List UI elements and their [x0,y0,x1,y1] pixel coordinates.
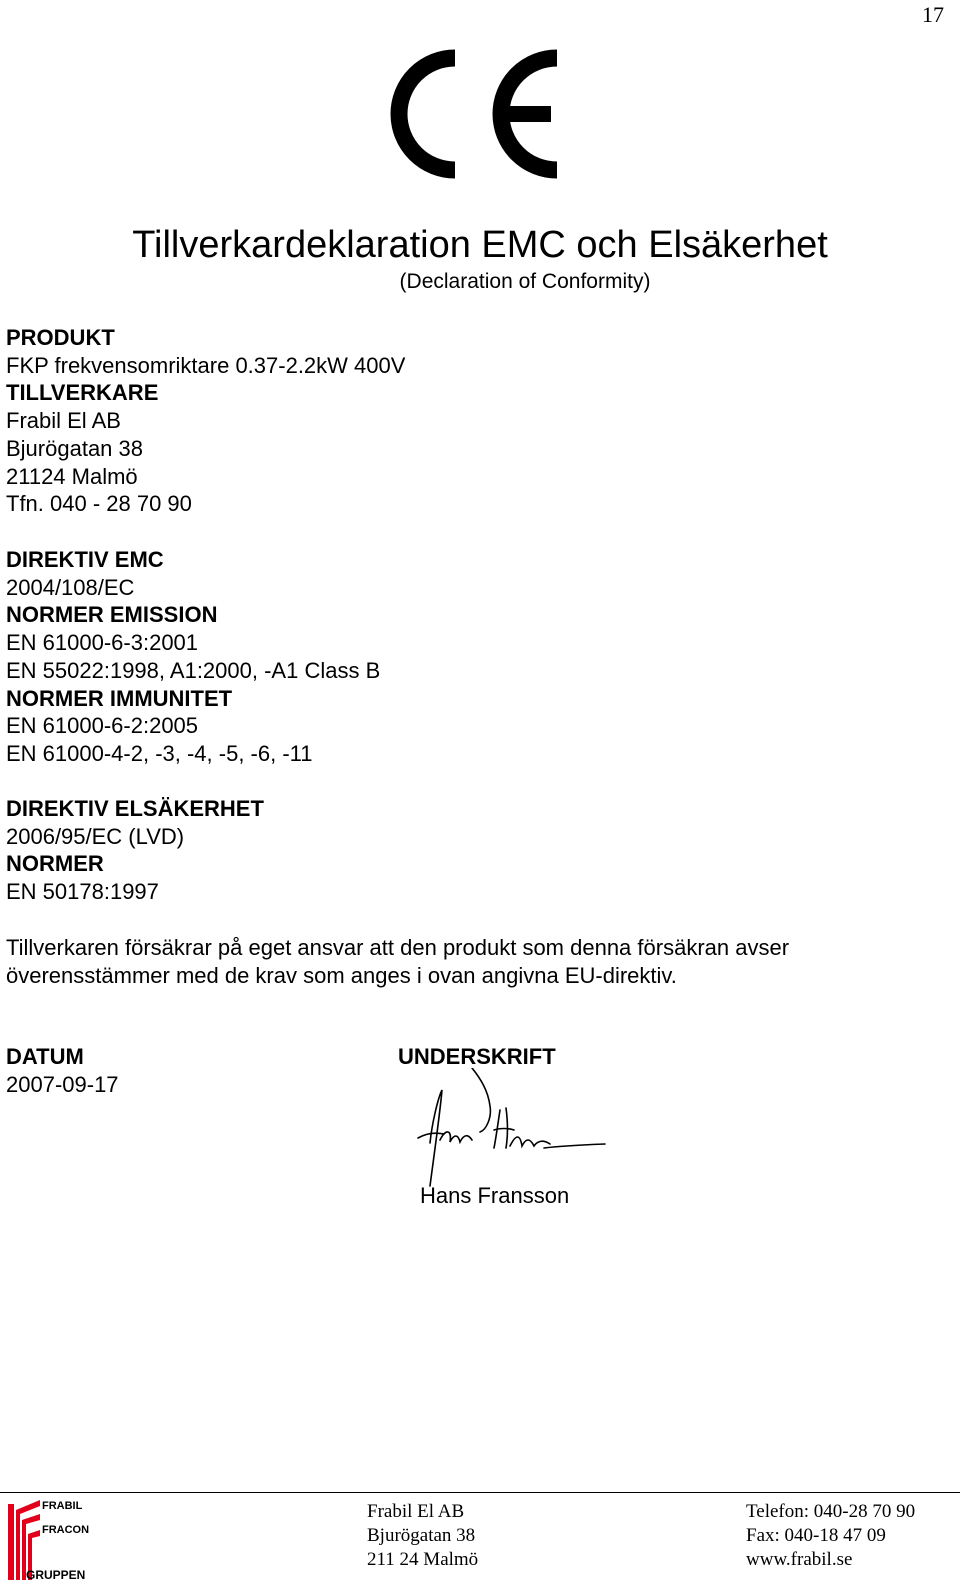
conformity-statement [6,934,906,990]
footer-street: Bjurögatan 38 [367,1525,476,1546]
product-value: FKP frekvensomriktare 0.37-2.2kW 400V [6,352,406,378]
statement-line: överensstämmer med de krav som anges i ovan angivna EU-direktiv. [6,963,677,988]
manufacturer-phone: Tfn. 040 - 28 70 90 [6,491,192,517]
safety-heading: DIREKTIV ELSÄKERHET [6,796,264,821]
emc-directive: 2004/108/EC [6,574,135,600]
manufacturer-city: 21124 Malmö [6,463,138,489]
frabil-group-logo [6,1496,116,1584]
document-title: Tillverkardeklaration EMC och Elsäkerhet [132,224,828,266]
page-number: 17 [922,2,944,27]
handwritten-signature [410,1068,620,1193]
ce-mark-logo [385,48,565,180]
footer-city: 211 24 Malmö [367,1549,479,1570]
manufacturer-heading: TILLVERKARE [6,380,159,406]
safety-norms-heading: NORMER [6,851,104,877]
date-value: 2007-09-17 [6,1072,119,1097]
immunity-standard: EN 61000-6-2:2005 [6,713,199,739]
product-heading: PRODUKT [6,325,115,350]
manufacturer-street: Bjurögatan 38 [6,435,143,461]
footer-phone: Telefon: 040-28 70 90 [746,1501,916,1522]
footer-address [367,1500,478,1572]
product-manufacturer-section [6,324,405,518]
emc-section [6,546,380,768]
signature-label: UNDERSKRIFT [398,1044,556,1069]
footer-company: Frabil El AB [367,1501,465,1522]
logo-text-gruppen: GRUPPEN [26,1568,86,1582]
footer-divider [0,1492,960,1493]
signer-name: Hans Fransson [420,1183,570,1208]
emc-heading: DIREKTIV EMC [6,547,164,572]
immunity-standard: EN 61000-4-2, -3, -4, -5, -6, -11 [6,740,313,766]
date-label: DATUM [6,1044,84,1069]
safety-directive: 2006/95/EC (LVD) [6,823,185,849]
safety-standard: EN 50178:1997 [6,879,159,905]
emission-standard: EN 61000-6-3:2001 [6,630,199,656]
footer-fax: Fax: 040-18 47 09 [746,1525,886,1546]
footer-website[interactable]: www.frabil.se [746,1549,853,1570]
logo-text-fracon: FRACON [42,1524,90,1536]
manufacturer-name: Frabil El AB [6,408,121,434]
logo-text-frabil: FRABIL [42,1500,83,1512]
immunity-heading: NORMER IMMUNITET [6,685,233,711]
safety-section [6,795,264,906]
emission-heading: NORMER EMISSION [6,602,218,628]
document-subtitle: (Declaration of Conformity) [399,270,651,293]
statement-line: Tillverkaren försäkrar på eget ansvar att den produkt som denna försäkran avser [6,935,790,960]
footer-contact [746,1500,915,1572]
emission-standard: EN 55022:1998, A1:2000, -A1 Class B [6,657,381,683]
